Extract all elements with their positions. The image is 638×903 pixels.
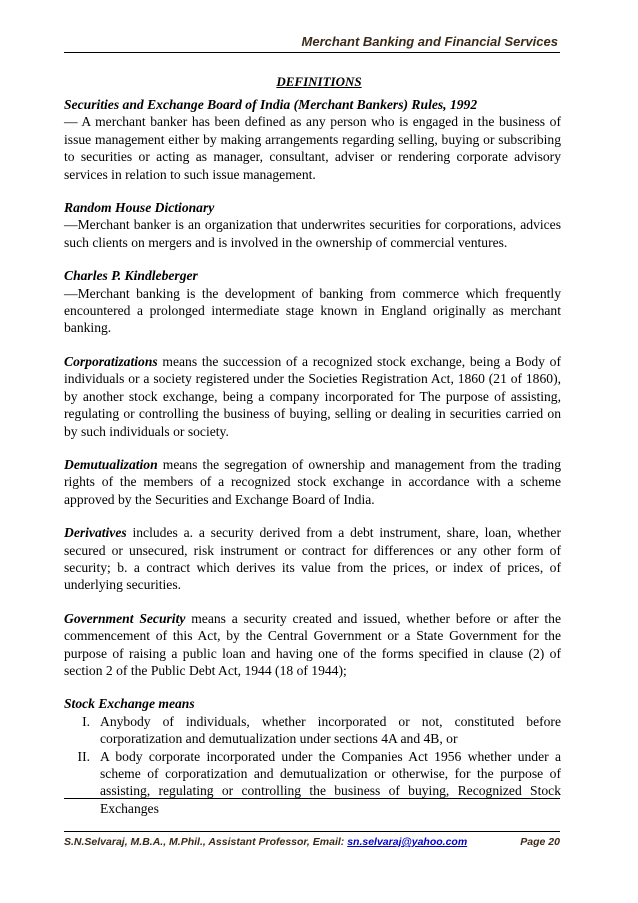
body-end-divider xyxy=(64,798,560,799)
list-item-number: II. xyxy=(77,748,90,764)
term-label: Derivatives xyxy=(64,525,127,541)
stock-exchange-list xyxy=(64,713,561,817)
definition-source: Charles P. Kindleberger xyxy=(64,268,198,284)
footer-author-text: S.N.Selvaraj, M.B.A., M.Phil., Assistant Professor, Email: xyxy=(64,836,348,848)
definition-random-house xyxy=(64,199,561,251)
list-item-number: I. xyxy=(82,713,90,729)
term-label: Corporatizations xyxy=(64,353,158,369)
list-item-text: Anybody of individuals, whether incorporated or not, constituted before corporatization and demutualization under sections 4A and 4B, or xyxy=(100,713,561,747)
stock-exchange-heading: Stock Exchange means xyxy=(64,696,195,712)
definition-text: —Merchant banker is an organization that underwrites securities for corporations, advices such clients on mergers and is involved in the ownership of commercial ventures. xyxy=(64,217,561,250)
list-item xyxy=(64,748,561,818)
definition-source: Random House Dictionary xyxy=(64,200,215,216)
term-label: Government Security xyxy=(64,610,186,626)
term-government-security xyxy=(64,610,561,680)
running-footer xyxy=(64,836,560,848)
term-demutualization xyxy=(64,456,561,508)
definition-source: Securities and Exchange Board of India (Merchant Bankers) Rules, 1992 xyxy=(64,97,478,112)
definition-kindleberger xyxy=(64,267,561,337)
term-text: means a security created and issued, whether before or after the commencement of this Act, by the Central Government or a State Government for the purpose of raising a public loan and having one of the forms specified in clause (2) of section 2 of the Public Debt Act, 1944 (18 of 1944); xyxy=(64,610,561,678)
term-label: Demutualization xyxy=(64,456,158,472)
term-derivatives xyxy=(64,524,561,594)
footer-email-link[interactable]: sn.selvaraj@yahoo.com xyxy=(347,836,468,848)
header-divider xyxy=(64,52,560,53)
term-text: means the succession of a recognized stock exchange, being a Body of individuals or a society registered under the Societies Registration Act, 1860 (21 of 1860), by another stock exchange, being a company incorporated for The purpose of assisting, regulating or controlling the business of buying, selling or dealing in securities carried on by such individuals or society. xyxy=(64,353,561,439)
term-text: means the segregation of ownership and management from the trading rights of the members of a recognized stock exchange in accordance with a scheme approved by the Securities and Exchange Board of India. xyxy=(64,456,561,507)
section-title: DEFINITIONS xyxy=(276,74,362,89)
definition-text: — A merchant banker has been defined as any person who is engaged in the business of issue management either by making arrangements regarding selling, buying or subscribing to securities or acting as manager, consultant, adviser or rendering corporate advisory services in relation to such issue management. xyxy=(64,114,561,182)
term-corporatizations xyxy=(64,353,561,440)
list-item xyxy=(64,713,561,748)
running-header: Merchant Banking and Financial Services xyxy=(301,34,558,49)
term-text: includes a. a security derived from a debt instrument, share, loan, whether secured or unsecured, risk instrument or contract for differences or any other form of security; b. a contract which derives its value from the prices, or index of prices, of underlying securities. xyxy=(64,525,561,593)
footer-divider xyxy=(64,831,560,832)
list-item-text: A body corporate incorporated under the Companies Act 1956 whether under a scheme of corporatization and demutualization or otherwise, for the purpose of assisting, regulating or controlling the business of buying, Recognized Stock Exchanges xyxy=(100,748,561,816)
document-body xyxy=(64,96,561,817)
footer-author xyxy=(64,836,467,848)
definition-text: —Merchant banking is the development of banking from commerce which frequently encountered a prolonged intermediate stage known in England originally as merchant banking. xyxy=(64,285,561,336)
page-number: Page 20 xyxy=(520,836,560,848)
definition-sebi xyxy=(64,96,561,183)
